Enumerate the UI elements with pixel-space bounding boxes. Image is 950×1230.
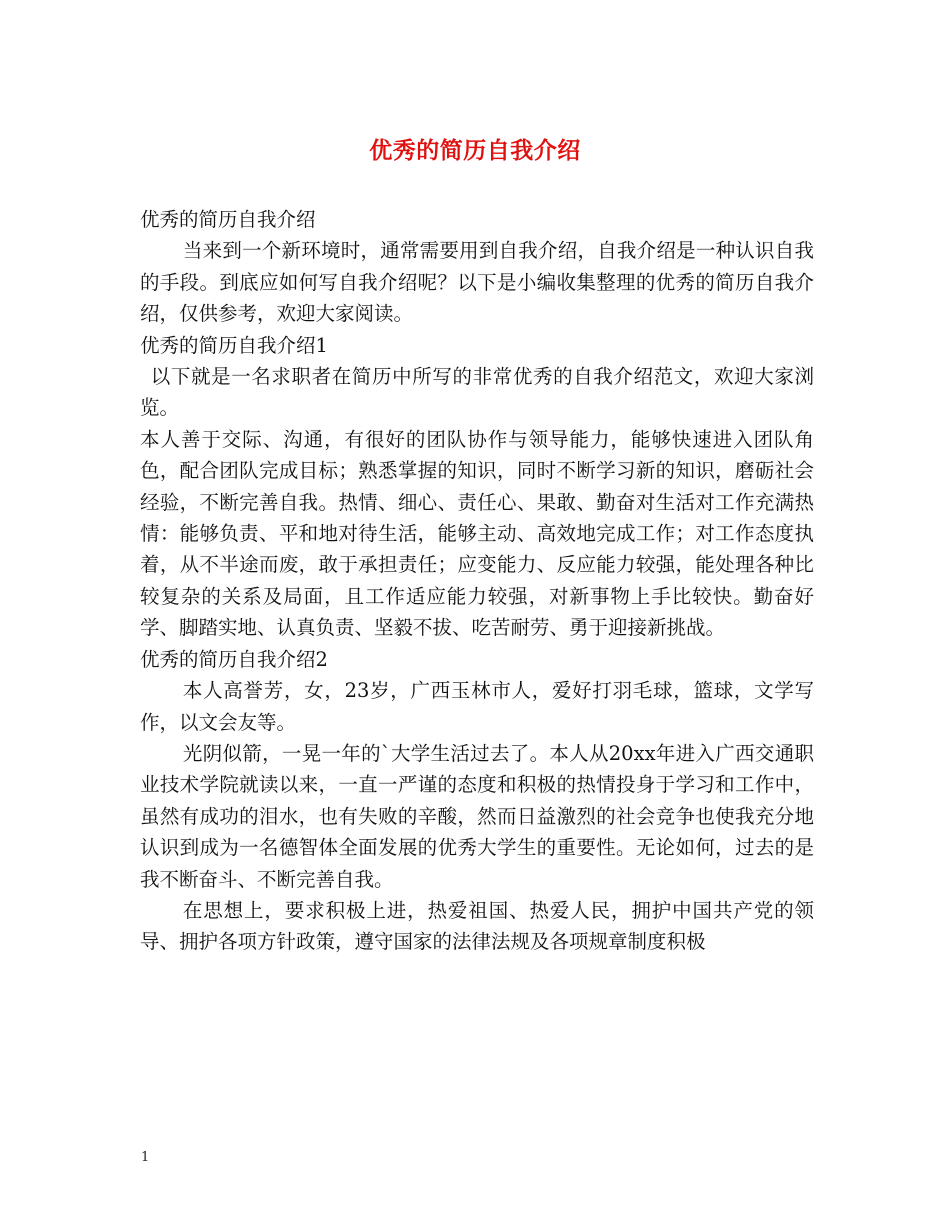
body-paragraph: 光阴似箭，一晃一年的`大学生活过去了。本人从20xx年进入广西交通职业技术学院就读以来，一直一严谨的态度和积极的热情投身于学习和工作中，虽然有成功的泪水，也有失败的辛酸，然而日益激烈的社会竞争也使我充分地认识到成为一名德智体全面发展的优秀大学生的重要性。无论如何，过去的是我不断奋斗、不断完善自我。 [140, 741, 814, 891]
section-heading: 优秀的简历自我介绍1 [140, 333, 328, 357]
body-paragraph: 以下就是一名求职者在简历中所写的非常优秀的自我介绍范文，欢迎大家浏览。 [140, 365, 814, 420]
body-paragraph: 在思想上，要求积极上进，热爱祖国、热爱人民，拥护中国共产党的领导、拥护各项方针政策，遵守国家的法律法规及各项规章制度积极 [140, 898, 814, 954]
section-heading: 优秀的简历自我介绍2 [140, 647, 328, 671]
intro-paragraph: 当来到一个新环境时，通常需要用到自我介绍，自我介绍是一种认识自我的手段。到底应如何写自我介绍呢？以下是小编收集整理的优秀的简历自我介绍，仅供参考，欢迎大家阅读。 [140, 239, 814, 326]
body-paragraph: 本人高誉芳，女，23岁，广西玉林市人，爱好打羽毛球，篮球，文学写作，以文会友等。 [140, 679, 814, 734]
document-body [140, 204, 814, 958]
document-title: 优秀的简历自我介绍 [369, 137, 581, 164]
page-number: 1 [141, 1150, 150, 1165]
body-paragraph: 本人善于交际、沟通，有很好的团队协作与领导能力，能够快速进入团队角色，配合团队完成目标；熟悉掌握的知识，同时不断学习新的知识，磨砺社会经验，不断完善自我。热情、细心、责任心、果敢、勤奋对生活对工作充满热情：能够负责、平和地对待生活，能够主动、高效地完成工作；对工作态度执着，从不半途而废，敢于承担责任；应变能力、反应能力较强，能处理各种比较复杂的关系及局面，且工作适应能力较强，对新事物上手比较快。勤奋好学、脚踏实地、认真负责、坚毅不拔、吃苦耐劳、勇于迎接新挑战。 [140, 427, 814, 640]
section-heading: 优秀的简历自我介绍 [140, 208, 316, 231]
